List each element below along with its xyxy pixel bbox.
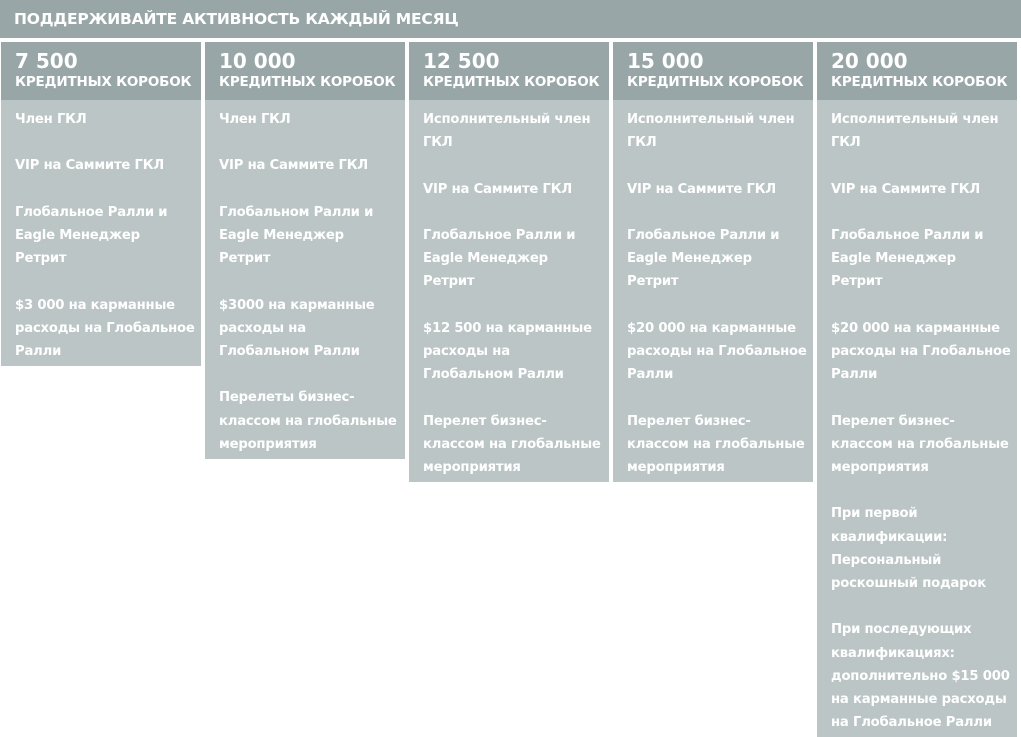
benefit-item: $20 000 на карманные расходы на Глобальное Ралли (831, 320, 1011, 383)
benefit-item: Перелет бизнес-классом на глобальные мероприятия (627, 413, 805, 475)
benefit-item: VIP на Саммите ГКЛ (15, 158, 165, 174)
benefit-item: VIP на Саммите ГКЛ (627, 181, 777, 197)
benefit-item: Глобальном Ралли и Eagle Менеджер Ретрит (219, 204, 374, 267)
tier-column-7500 (1, 42, 201, 366)
tier-header (409, 42, 609, 100)
tier-column-15000 (613, 42, 813, 482)
tier-header (817, 42, 1017, 100)
tier-column-10000 (205, 42, 405, 459)
tier-unit: КРЕДИТНЫХ КОРОБОК (831, 74, 1008, 90)
benefit-item: Перелет бизнес-классом на глобальные мероприятия (831, 413, 1009, 475)
tier-column-12500 (409, 42, 609, 482)
benefit-item: При последующих квалификациях: дополнительно $15 000 на карманные расходы на Глобальное Ралли (831, 622, 1010, 731)
tier-unit: КРЕДИТНЫХ КОРОБОК (219, 74, 396, 90)
benefit-item: $3 000 на карманные расходы на Глобальное Ралли (15, 297, 195, 359)
tier-amount: 12 500 (423, 49, 500, 73)
tier-benefits (817, 100, 1017, 737)
tier-benefits (613, 100, 813, 482)
tier-header (613, 42, 813, 100)
tier-benefits (409, 100, 609, 482)
tier-amount: 7 500 (15, 49, 78, 73)
benefit-item: Перелет бизнес-классом на глобальные мероприятия (423, 413, 601, 475)
tier-amount: 20 000 (831, 49, 908, 73)
benefit-item: VIP на Саммите ГКЛ (831, 181, 981, 197)
benefit-item: $12 500 на карманные расходы на Глобальном Ралли (423, 320, 592, 383)
benefit-item: $20 000 на карманные расходы на Глобальное Ралли (627, 320, 807, 383)
tier-header (205, 42, 405, 100)
benefit-item: Исполнительный член ГКЛ (423, 112, 591, 151)
page-title: ПОДДЕРЖИВАЙТЕ АКТИВНОСТЬ КАЖДЫЙ МЕСЯЦ (0, 0, 1021, 38)
tier-benefits (205, 100, 405, 459)
benefit-item: Глобальное Ралли и Eagle Менеджер Ретрит (831, 227, 984, 290)
benefit-item: При первой квалификации: Персональный роскошный подарок (831, 506, 986, 591)
tier-amount: 10 000 (219, 49, 296, 73)
tier-unit: КРЕДИТНЫХ КОРОБОК (423, 74, 600, 90)
tier-amount: 15 000 (627, 49, 704, 73)
benefit-item: Исполнительный член ГКЛ (627, 112, 795, 151)
benefit-item: Перелеты бизнес-классом на глобальные мероприятия (219, 390, 397, 452)
benefit-item: Член ГКЛ (219, 112, 291, 127)
tier-unit: КРЕДИТНЫХ КОРОБОК (627, 74, 804, 90)
tier-column-20000 (817, 42, 1017, 737)
benefit-item: Глобальное Ралли и Eagle Менеджер Ретрит (627, 227, 780, 290)
tier-benefits (1, 100, 201, 366)
benefit-item: $3000 на карманные расходы на Глобальном Ралли (219, 297, 375, 359)
benefit-item: Глобальное Ралли и Eagle Менеджер Ретрит (15, 204, 168, 267)
tier-header (1, 42, 201, 100)
benefit-item: Глобальное Ралли и Eagle Менеджер Ретрит (423, 227, 576, 290)
benefit-item: Член ГКЛ (15, 112, 87, 127)
tier-unit: КРЕДИТНЫХ КОРОБОК (15, 74, 192, 90)
benefit-item: Исполнительный член ГКЛ (831, 112, 999, 151)
benefit-item: VIP на Саммите ГКЛ (423, 181, 573, 197)
benefit-item: VIP на Саммите ГКЛ (219, 158, 369, 174)
